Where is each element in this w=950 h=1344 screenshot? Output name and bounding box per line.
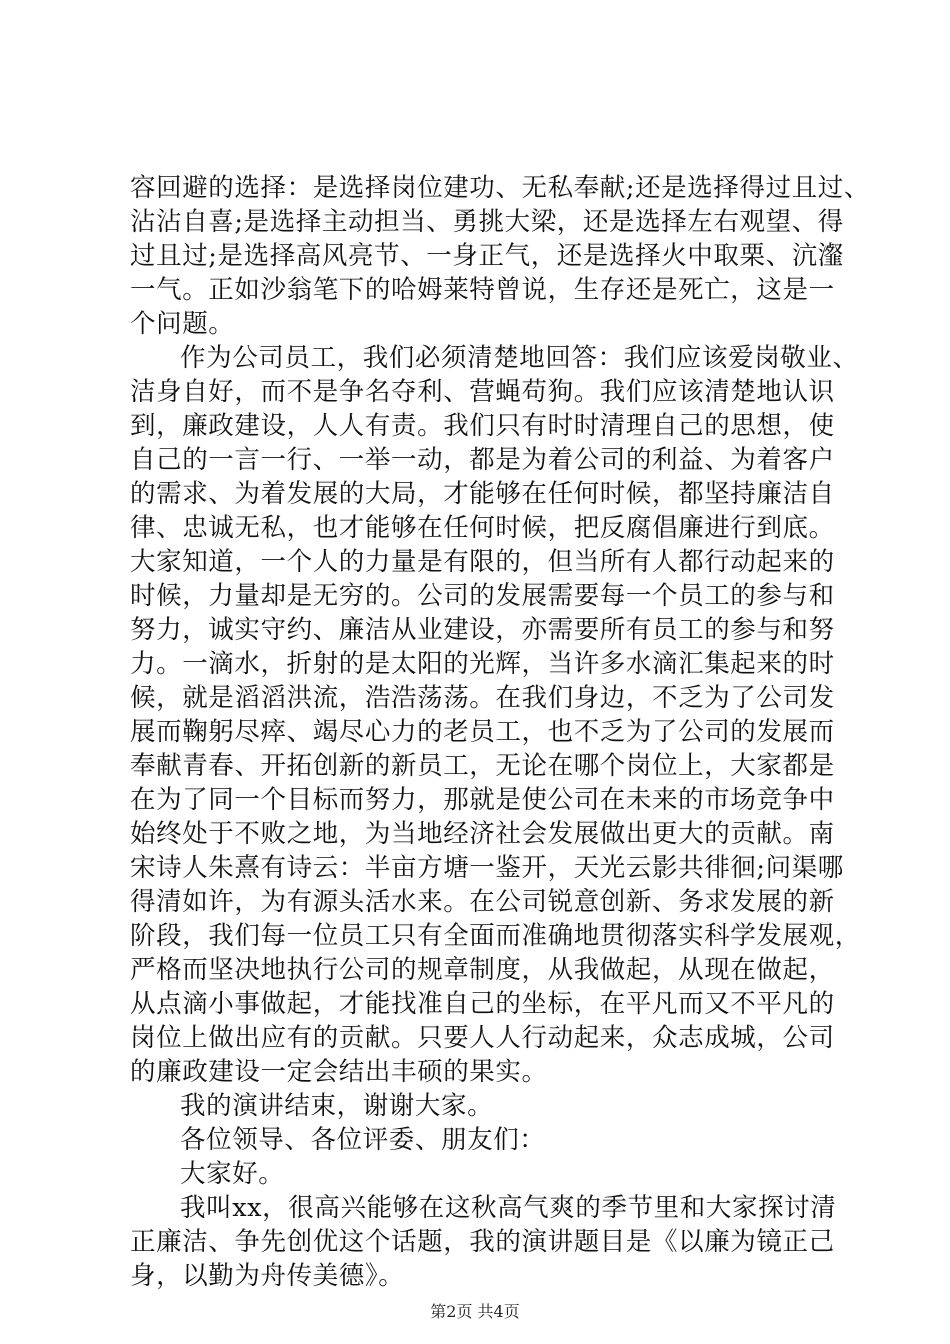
text-line: 候，就是滔滔洪流，浩浩荡荡。在我们身边，不乏为了公司发 [130, 683, 835, 713]
text-line: 自己的一言一行、一举一动，都是为着公司的利益、为着客户 [130, 445, 835, 475]
text-line: 的需求、为着发展的大局，才能够在任何时候，都坚持廉洁自 [130, 479, 835, 509]
salutation-line: 各位领导、各位评委、朋友们： [180, 1125, 546, 1155]
text-line: 到，廉政建设，人人有责。我们只有时时清理自己的思想，使 [130, 411, 835, 441]
closing-line: 我的演讲结束，谢谢大家。 [180, 1091, 494, 1121]
text-line: 在为了同一个目标而努力，那就是使公司在未来的市场竞争中 [130, 785, 835, 815]
text-line: 展而鞠躬尽瘁、竭尽心力的老员工，也不乏为了公司的发展而 [130, 717, 835, 747]
text-line: 的廉政建设一定会结出丰硕的果实。 [130, 1057, 548, 1087]
paragraph-start-line: 我叫xx，很高兴能够在这秋高气爽的季节里和大家探讨清 [180, 1193, 837, 1223]
text-line: 努力，诚实守约、廉洁从业建设，亦需要所有员工的参与和努 [130, 615, 835, 645]
text-line: 律、忠诚无私，也才能够在任何时候，把反腐倡廉进行到底。 [130, 513, 835, 543]
text-line: 力。一滴水，折射的是太阳的光辉，当许多水滴汇集起来的时 [130, 649, 835, 679]
text-line: 洁身自好，而不是争名夺利、营蝇苟狗。我们应该清楚地认识 [130, 377, 835, 407]
text-line: 阶段，我们每一位员工只有全面而准确地贯彻落实科学发展观， [130, 921, 861, 951]
text-line: 沾沾自喜;是选择主动担当、勇挑大梁，还是选择左右观望、得 [130, 207, 844, 237]
text-line: 容回避的选择：是选择岗位建功、无私奉献;还是选择得过且过、 [130, 173, 870, 203]
text-line: 个问题。 [130, 309, 235, 339]
text-line: 宋诗人朱熹有诗云：半亩方塘一鉴开，天光云影共徘徊;问渠哪 [130, 853, 844, 883]
text-line: 过且过;是选择高风亮节、一身正气，还是选择火中取栗、沆瀣 [130, 241, 844, 271]
text-line: 得清如许，为有源头活水来。在公司锐意创新、务求发展的新 [130, 887, 835, 917]
text-line: 岗位上做出应有的贡献。只要人人行动起来，众志成城，公司 [130, 1023, 835, 1053]
text-line: 身，以勤为舟传美德》。 [130, 1261, 405, 1291]
page-number-footer: 第2页 共4页 [430, 1302, 520, 1321]
text-line: 始终处于不败之地，为当地经济社会发展做出更大的贡献。南 [130, 819, 835, 849]
text-line: 时候，力量却是无穷的。公司的发展需要每一个员工的参与和 [130, 581, 835, 611]
text-line: 正廉洁、争先创优这个话题，我的演讲题目是《以廉为镜正己 [130, 1227, 835, 1257]
text-line: 一气。正如沙翁笔下的哈姆莱特曾说，生存还是死亡，这是一 [130, 275, 835, 305]
greeting-line: 大家好。 [180, 1159, 285, 1189]
text-line: 奉献青春、开拓创新的新员工，无论在哪个岗位上，大家都是 [130, 751, 835, 781]
paragraph-start-line: 作为公司员工，我们必须清楚地回答：我们应该爱岗敬业、 [180, 343, 859, 373]
text-line: 严格而坚决地执行公司的规章制度，从我做起，从现在做起， [130, 955, 835, 985]
text-line: 从点滴小事做起，才能找准自己的坐标，在平凡而又不平凡的 [130, 989, 835, 1019]
text-line: 大家知道，一个人的力量是有限的，但当所有人都行动起来的 [130, 547, 835, 577]
